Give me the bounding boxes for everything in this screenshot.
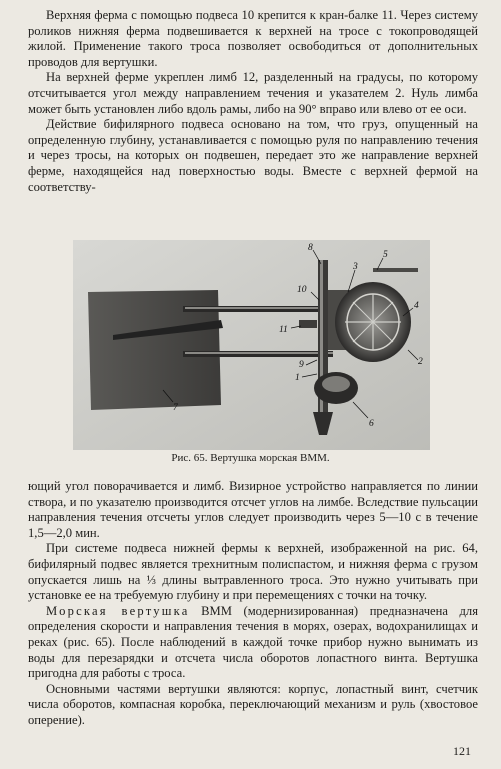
paragraph: Верхняя ферма с помощью подвеса 10 крепится к кран-балке 11. Через систему роликов нижняя ферма подвешивается к верхней на тросе с токопроводящей жилой. Применение такого троса позволяет освободиться от дополнительных проводов для вертушки. — [28, 8, 478, 69]
paragraph: Основными частями вертушки являются: корпус, лопастный винт, счетчик числа оборотов, компасная коробка, переключающий механизм и руль (хвостовое оперение). — [28, 681, 478, 727]
label-8: 8 — [308, 243, 313, 253]
paragraph: На верхней ферме укреплен лимб 12, разделенный на градусы, по которому отсчитывается угол между направлением течения и указателем 2. Нуль лимба может быть установлен либо вдоль рамы, либо на 90° вправо или влево от ее оси. — [28, 70, 478, 116]
paragraph: Действие бифилярного подвеса основано на том, что груз, опущенный на определенную глубину, устанавливается с помощью руля по направлению течения и через тросы, на которых он подвешен, передает это же направление верхней ферме, находящейся над поверхностью воды. Вместе с верхней фермой на соответству- — [28, 117, 478, 194]
label-2: 2 — [418, 357, 423, 367]
current-meter-illustration — [73, 240, 430, 450]
paragraph: При системе подвеса нижней фермы к верхней, изображенной на рис. 64, бифилярный подвес является трехнитным полиспастом, и нижняя ферма с грузом опускается лишь на ⅓ длины вытравленного троса. Это нужно учитывать при установке ее на требуемую глубину и при перемещениях с точки на точку. — [28, 541, 478, 603]
bottom-text-block — [28, 479, 478, 729]
spaced-term: Морская вертушка — [46, 603, 190, 618]
paragraph: ющий угол поворачивается и лимб. Визирное устройство направляется по линии створа, и по указателю производится отсчет углов на лимбе. Вследствие пульсации направления течения отсчеты углов следует производить через 5—10 с в течение 1,5—2,0 мин. — [28, 479, 478, 540]
paragraph — [28, 604, 478, 682]
label-4: 4 — [414, 301, 419, 311]
paragraph-rest: ВММ (модернизированная) предназначена для определения скорости и направления течения в морях, озерах, водохранилищах и реках (рис. 65). После наблюдений в каждой точке прибор нужно вынимать из воды для перезарядки и отсчета числа оборотов лопастного винта. Вертушка пригодна для работы с троса. — [28, 603, 478, 681]
label-7: 7 — [173, 403, 178, 413]
label-11: 11 — [279, 325, 288, 335]
label-5: 5 — [383, 250, 388, 260]
label-3: 3 — [353, 262, 358, 272]
label-6: 6 — [369, 419, 374, 429]
label-9: 9 — [299, 360, 304, 370]
page-number: 121 — [453, 744, 471, 758]
label-10: 10 — [297, 285, 307, 295]
top-text-block — [28, 8, 478, 195]
figure-photo-current-meter — [73, 240, 430, 450]
label-1: 1 — [295, 373, 300, 383]
figure-caption: Рис. 65. Вертушка морская ВММ. — [171, 452, 330, 464]
